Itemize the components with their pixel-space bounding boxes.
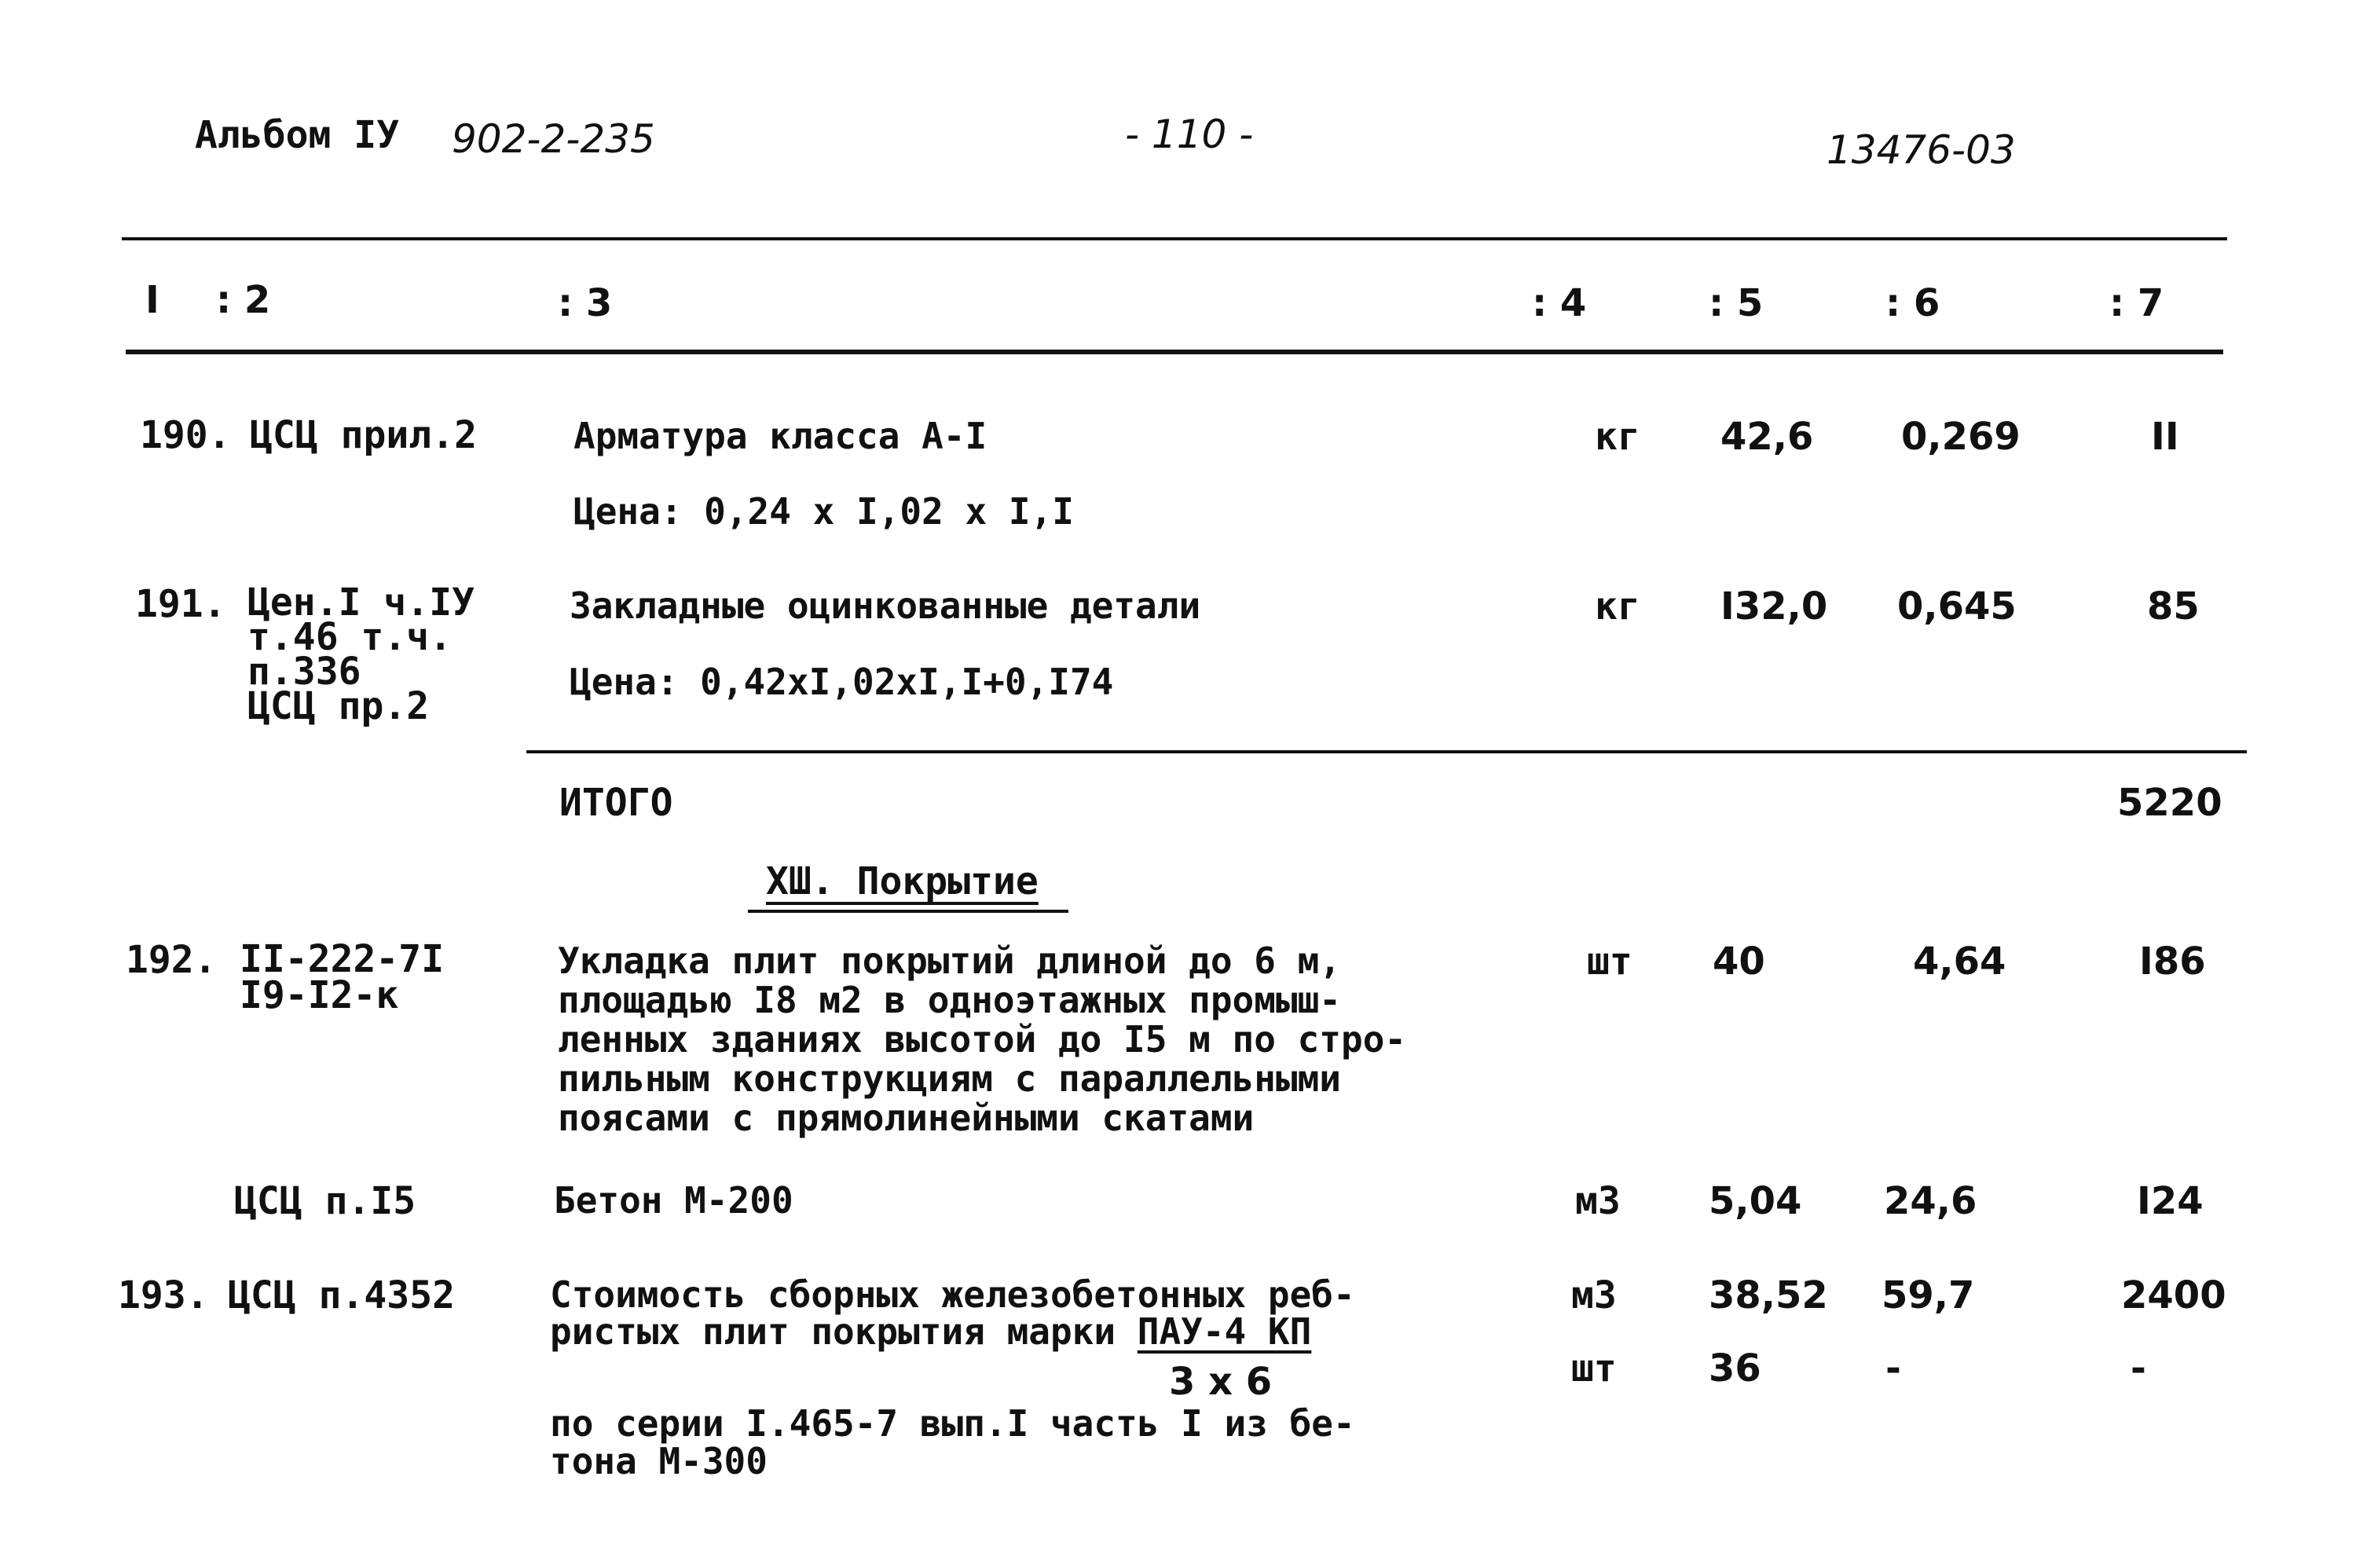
col-header-2: : 2	[216, 278, 271, 322]
section-title-underline	[748, 910, 1068, 913]
row-193-name-line2	[550, 1310, 1312, 1353]
row-193-unit: м3	[1571, 1273, 1617, 1317]
row-concrete-unit: м3	[1575, 1179, 1621, 1223]
row-193-ref: ЦСЦ п.4352	[228, 1273, 455, 1317]
row-190-total: II	[2151, 415, 2179, 459]
row-191-ref: Цен.I ч.IУ т.46 т.ч. п.336 ЦСЦ пр.2	[247, 581, 474, 728]
row-190-name: Арматура класса А-I	[573, 415, 987, 457]
row-190-number: 190.	[140, 413, 231, 457]
row-190-ref: ЦСЦ прил.2	[250, 413, 477, 457]
subtotal-value: 5220	[2117, 781, 2222, 825]
col-header-3: : 3	[558, 281, 613, 325]
row-193-unit-cost-2: -	[1885, 1346, 1901, 1390]
row-190-unit: кг	[1595, 415, 1640, 459]
row-192-quantity: 40	[1713, 940, 1765, 984]
row-193-unit-cost: 59,7	[1882, 1273, 1975, 1317]
row-192-unit-cost: 4,64	[1913, 940, 2006, 984]
col-header-5: : 5	[1709, 281, 1764, 325]
section-title: XШ. Покрытие	[766, 859, 1039, 903]
row-193-name-rest: по серии I.465-7 вып.I часть I из бе- тона М-300	[550, 1402, 1355, 1482]
row-193-mark-subscript: 3 x 6	[1169, 1360, 1273, 1404]
row-193-name-line2-text: ристых плит покрытия марки	[550, 1310, 1138, 1353]
row-concrete-quantity: 5,04	[1709, 1179, 1802, 1223]
page-number: - 110 -	[1125, 112, 1254, 157]
row-concrete-name: Бетон М-200	[554, 1179, 793, 1222]
col-header-1: I	[145, 278, 159, 322]
document-code: 13476-03	[1827, 127, 2016, 173]
row-concrete-total: I24	[2137, 1179, 2204, 1223]
row-191-name: Закладные оцинкованные детали	[570, 584, 1201, 627]
row-192-number: 192.	[126, 938, 217, 982]
row-190-price: Цена: 0,24 x I,02 x I,I	[573, 490, 1074, 533]
subtotal-rule	[526, 750, 2247, 753]
row-191-unit-cost: 0,645	[1897, 584, 2017, 628]
album-title: Альбом IУ	[195, 113, 400, 157]
row-193-total-2: -	[2131, 1346, 2146, 1390]
subtotal-label: ИТОГО	[559, 781, 673, 825]
row-concrete-ref: ЦСЦ п.I5	[234, 1179, 416, 1223]
row-193-mark: ПАУ-4 КП	[1137, 1310, 1312, 1353]
row-192-total: I86	[2139, 940, 2206, 984]
row-193-number: 193.	[118, 1273, 209, 1317]
row-193-quantity: 38,52	[1709, 1273, 1828, 1317]
row-193-unit-2: шт	[1571, 1346, 1617, 1390]
row-191-total: 85	[2147, 584, 2200, 628]
row-192-ref: II-222-7I I9-I2-к	[240, 937, 445, 1017]
col-header-7: : 7	[2109, 281, 2164, 325]
row-191-unit: кг	[1595, 584, 1640, 628]
row-191-quantity: I32,0	[1720, 584, 1828, 628]
row-193-total: 2400	[2121, 1273, 2226, 1317]
row-193-quantity-2: 36	[1709, 1346, 1761, 1390]
row-concrete-unit-cost: 24,6	[1884, 1179, 1977, 1223]
row-192-unit: шт	[1587, 940, 1632, 984]
row-191-price: Цена: 0,42xI,02xI,I+0,I74	[570, 661, 1114, 703]
row-192-name: Укладка плит покрытий длиной до 6 м, площадью I8 м2 в одноэтажных промыш- ленных зданиях высотой до I5 м по стро- пильным конструкциям с параллельными поясами с прямолинейными скатами	[558, 940, 1407, 1139]
series-code: 902-2-235	[452, 116, 655, 162]
row-190-unit-cost: 0,269	[1901, 415, 2021, 459]
row-190-quantity: 42,6	[1720, 415, 1814, 459]
row-191-number: 191.	[135, 582, 226, 626]
row-193-name-line1: Стоимость сборных железобетонных реб-	[550, 1273, 1355, 1316]
header-bottom-rule	[126, 350, 2223, 354]
col-header-6: : 6	[1885, 281, 1940, 325]
top-rule	[122, 237, 2227, 240]
col-header-4: : 4	[1532, 281, 1587, 325]
